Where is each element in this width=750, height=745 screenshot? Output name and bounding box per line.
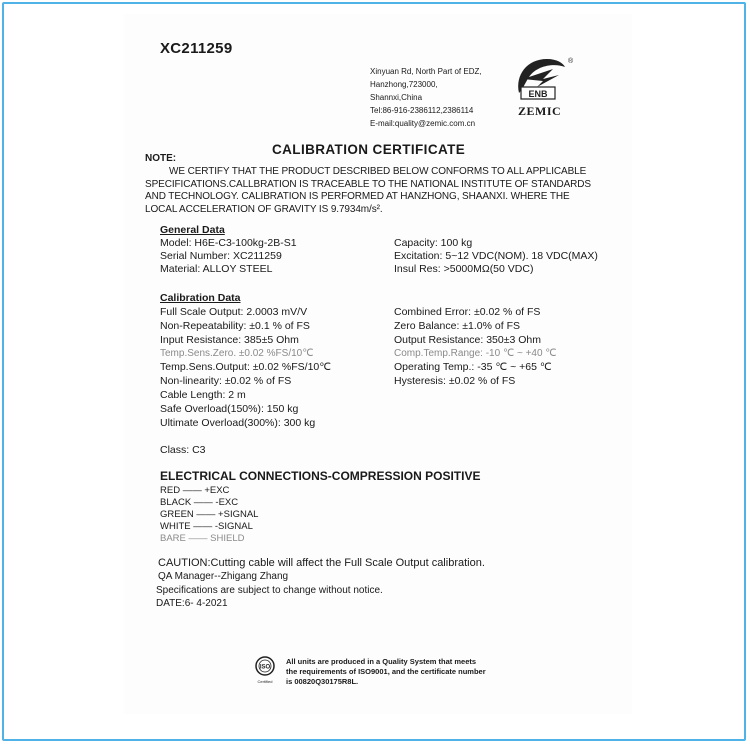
general-field: Insul Res: >5000MΩ(50 VDC) (394, 263, 534, 275)
note-paragraph (145, 166, 615, 216)
caution-text: CAUTION:Cutting cable will affect the Full Scale Output calibration. (158, 557, 485, 569)
general-field: Model: H6E-C3-100kg-2B-S1 (160, 237, 297, 249)
logo-mark-text: ENB (528, 89, 548, 99)
wire-row: BARE —— SHIELD (160, 533, 245, 544)
wire-row: WHITE —— -SIGNAL (160, 521, 253, 532)
calibration-field: Ultimate Overload(300%): 300 kg (160, 417, 316, 429)
calibration-field: Zero Balance: ±1.0% of FS (394, 320, 520, 332)
date-text: DATE:6- 4-2021 (156, 598, 228, 609)
iso-line: All units are produced in a Quality System that meets (286, 657, 477, 666)
zemic-logo-icon (513, 55, 573, 101)
general-field: Capacity: 100 kg (394, 237, 473, 249)
calibration-field: Operating Temp.: -35 ℃ ~ +65 ℃ (394, 361, 552, 373)
address-line: Hanzhong,723000, (370, 80, 438, 89)
calibration-field: Non-Repeatability: ±0.1 % of FS (160, 320, 310, 332)
address-line: Xinyuan Rd, North Part of EDZ, (370, 67, 482, 76)
note-label: NOTE: (145, 153, 177, 164)
calibration-field: Full Scale Output: 2.0003 mV/V (160, 306, 308, 318)
iso-statement (286, 657, 486, 687)
wire-row: BLACK —— -EXC (160, 497, 239, 508)
serial-number-header: XC211259 (160, 40, 233, 57)
calibration-field: Combined Error: ±0.02 % of FS (394, 306, 541, 318)
iso-certified-icon (254, 656, 276, 686)
note-line: WE CERTIFY THAT THE PRODUCT DESCRIBED BELOW CONFORMS TO ALL APPLICABLE (169, 166, 587, 177)
note-line: LOCAL ACCELERATION OF GRAVITY IS 9.7934m/s². (145, 203, 383, 215)
iso-badge-text: ISO (259, 664, 271, 671)
iso-line: is 00820Q30175R8L. (286, 677, 359, 686)
phone-line: Tel:86-916-2386112,2386114 (370, 106, 474, 115)
page-title: CALIBRATION CERTIFICATE (272, 142, 466, 157)
calibration-data-heading: Calibration Data (160, 292, 241, 304)
general-field: Serial Number: XC211259 (160, 250, 282, 262)
wire-row: RED —— +EXC (160, 485, 230, 496)
calibration-field: Temp.Sens.Output: ±0.02 %FS/10℃ (160, 361, 332, 373)
company-name: ZEMIC (518, 104, 562, 118)
iso-badge-caption: Certified (257, 679, 273, 684)
registered-mark: ® (568, 58, 573, 65)
qa-manager-text: QA Manager--Zhigang Zhang (158, 571, 289, 582)
general-field: Excitation: 5~12 VDC(NOM). 18 VDC(MAX) (394, 250, 598, 262)
email-line: E-mail:quality@zemic.com.cn (370, 119, 476, 128)
calibration-field: Input Resistance: 385±5 Ohm (160, 334, 299, 346)
calibration-field: Hysteresis: ±0.02 % of FS (394, 375, 516, 387)
iso-line: the requirements of ISO9001, and the certificate number (286, 667, 486, 676)
address-line: Shannxi,China (370, 93, 423, 102)
class-field: Class: C3 (160, 444, 206, 456)
general-field: Material: ALLOY STEEL (160, 263, 273, 275)
electrical-connections-heading: ELECTRICAL CONNECTIONS-COMPRESSION POSITIVE (160, 469, 481, 483)
general-data-heading: General Data (160, 224, 225, 236)
calibration-field: Cable Length: 2 m (160, 389, 246, 401)
calibration-field: Safe Overload(150%): 150 kg (160, 403, 299, 415)
note-line: AND TECHNOLOGY. CALIBRATION IS PERFORMED AT HANZHONG, SHAANXI. WHERE THE (145, 191, 570, 203)
calibration-field: Comp.Temp.Range: -10 ℃ ~ +40 ℃ (394, 348, 557, 359)
wire-row: GREEN —— +SIGNAL (160, 509, 259, 520)
notice-text: Specifications are subject to change without notice. (156, 585, 383, 596)
calibration-field: Output Resistance: 350±3 Ohm (394, 334, 542, 346)
note-line: SPECIFICATIONS.CALLBRATION IS TRACEABLE TO THE NATIONAL INSTITUTE OF STANDARDS (145, 178, 591, 190)
calibration-field: Non-linearity: ±0.02 % of FS (160, 375, 292, 387)
calibration-field: Temp.Sens.Zero. ±0.02 %FS/10℃ (160, 348, 314, 359)
